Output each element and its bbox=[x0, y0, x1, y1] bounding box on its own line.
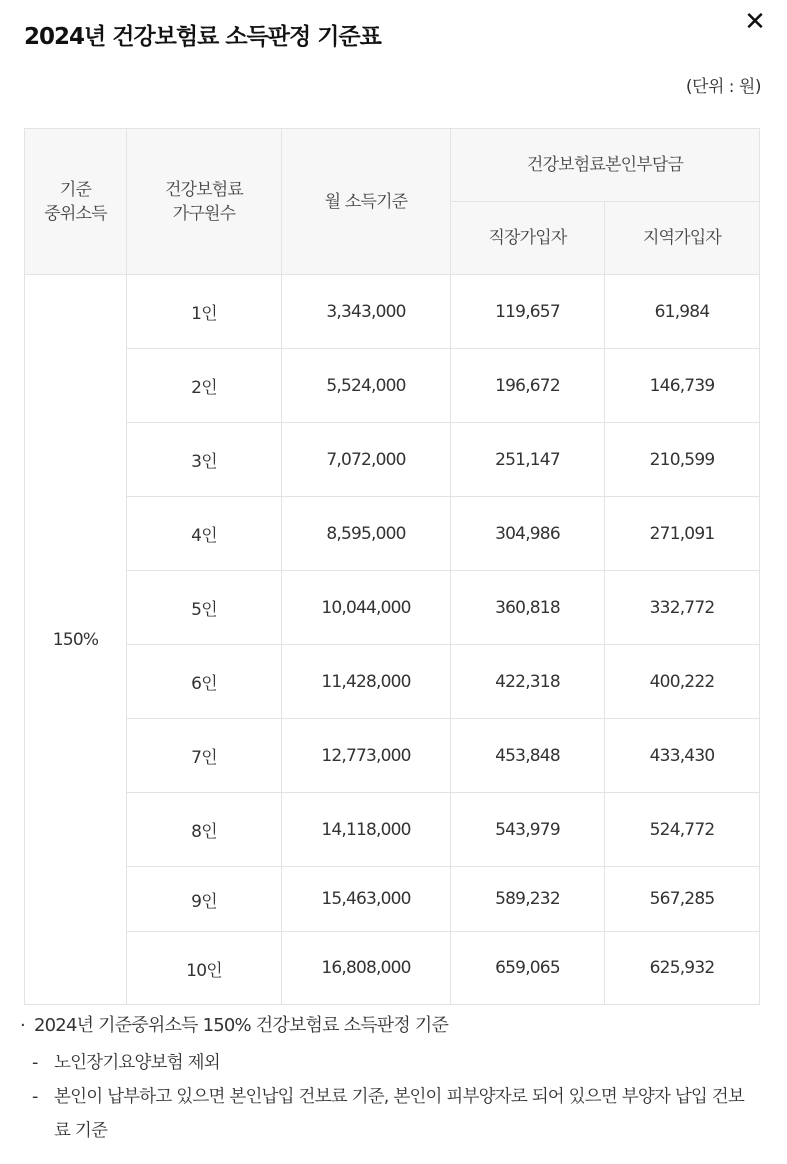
regional-premium-cell: 146,739 bbox=[605, 349, 760, 423]
note-main bbox=[20, 1012, 760, 1040]
employee-premium-cell: 251,147 bbox=[451, 423, 605, 497]
household-cell: 7인 bbox=[127, 719, 282, 793]
header-household: 건강보험료 가구원수 bbox=[127, 129, 282, 275]
notes-section bbox=[20, 1012, 760, 1148]
income-criteria-table bbox=[24, 128, 760, 1005]
note-sub-text: 본인이 납부하고 있으면 본인납입 건보료 기준, 본인이 피부양자로 되어 있으면 부양자 납입 건보료 기준 bbox=[54, 1087, 745, 1141]
monthly-income-cell: 3,343,000 bbox=[282, 275, 451, 349]
regional-premium-cell: 524,772 bbox=[605, 793, 760, 867]
table-row bbox=[25, 867, 760, 932]
dash-icon: - bbox=[32, 1087, 38, 1107]
household-cell: 8인 bbox=[127, 793, 282, 867]
table-row bbox=[25, 571, 760, 645]
bullet-icon: · bbox=[20, 1015, 25, 1036]
employee-premium-cell: 422,318 bbox=[451, 645, 605, 719]
regional-premium-cell: 61,984 bbox=[605, 275, 760, 349]
employee-premium-cell: 453,848 bbox=[451, 719, 605, 793]
employee-premium-cell: 360,818 bbox=[451, 571, 605, 645]
table-row bbox=[25, 932, 760, 1005]
table-row bbox=[25, 793, 760, 867]
note-sub-item bbox=[32, 1046, 760, 1080]
header-regional: 지역가입자 bbox=[605, 202, 760, 275]
dash-icon: - bbox=[32, 1053, 38, 1073]
monthly-income-cell: 14,118,000 bbox=[282, 793, 451, 867]
household-cell: 10인 bbox=[127, 932, 282, 1005]
header-monthly-income: 월 소득기준 bbox=[282, 129, 451, 275]
household-cell: 9인 bbox=[127, 867, 282, 932]
page-title: 2024년 건강보험료 소득판정 기준표 bbox=[24, 24, 381, 50]
regional-premium-cell: 210,599 bbox=[605, 423, 760, 497]
monthly-income-cell: 16,808,000 bbox=[282, 932, 451, 1005]
note-main-text: 2024년 기준중위소득 150% 건강보험료 소득판정 기준 bbox=[34, 1015, 449, 1036]
household-cell: 5인 bbox=[127, 571, 282, 645]
household-cell: 3인 bbox=[127, 423, 282, 497]
household-cell: 2인 bbox=[127, 349, 282, 423]
employee-premium-cell: 659,065 bbox=[451, 932, 605, 1005]
regional-premium-cell: 625,932 bbox=[605, 932, 760, 1005]
table-row bbox=[25, 719, 760, 793]
regional-premium-cell: 400,222 bbox=[605, 645, 760, 719]
close-icon[interactable]: ✕ bbox=[744, 7, 766, 37]
table-row bbox=[25, 423, 760, 497]
monthly-income-cell: 7,072,000 bbox=[282, 423, 451, 497]
household-cell: 6인 bbox=[127, 645, 282, 719]
table-row bbox=[25, 645, 760, 719]
unit-label: (단위 : 원) bbox=[685, 77, 761, 97]
regional-premium-cell: 332,772 bbox=[605, 571, 760, 645]
monthly-income-cell: 10,044,000 bbox=[282, 571, 451, 645]
table-row bbox=[25, 349, 760, 423]
employee-premium-cell: 589,232 bbox=[451, 867, 605, 932]
header-premium-group: 건강보험료본인부담금 bbox=[451, 129, 760, 202]
employee-premium-cell: 119,657 bbox=[451, 275, 605, 349]
household-cell: 4인 bbox=[127, 497, 282, 571]
regional-premium-cell: 271,091 bbox=[605, 497, 760, 571]
header-employee: 직장가입자 bbox=[451, 202, 605, 275]
monthly-income-cell: 11,428,000 bbox=[282, 645, 451, 719]
regional-premium-cell: 567,285 bbox=[605, 867, 760, 932]
monthly-income-cell: 5,524,000 bbox=[282, 349, 451, 423]
header-median-income: 기준 중위소득 bbox=[25, 129, 127, 275]
employee-premium-cell: 543,979 bbox=[451, 793, 605, 867]
household-cell: 1인 bbox=[127, 275, 282, 349]
monthly-income-cell: 12,773,000 bbox=[282, 719, 451, 793]
employee-premium-cell: 304,986 bbox=[451, 497, 605, 571]
employee-premium-cell: 196,672 bbox=[451, 349, 605, 423]
monthly-income-cell: 8,595,000 bbox=[282, 497, 451, 571]
note-sub-item bbox=[32, 1080, 760, 1148]
median-value-cell: 150% bbox=[25, 275, 127, 1005]
monthly-income-cell: 15,463,000 bbox=[282, 867, 451, 932]
regional-premium-cell: 433,430 bbox=[605, 719, 760, 793]
table-row bbox=[25, 275, 760, 349]
note-sub-text: 노인장기요양보험 제외 bbox=[54, 1053, 220, 1073]
table-row bbox=[25, 497, 760, 571]
